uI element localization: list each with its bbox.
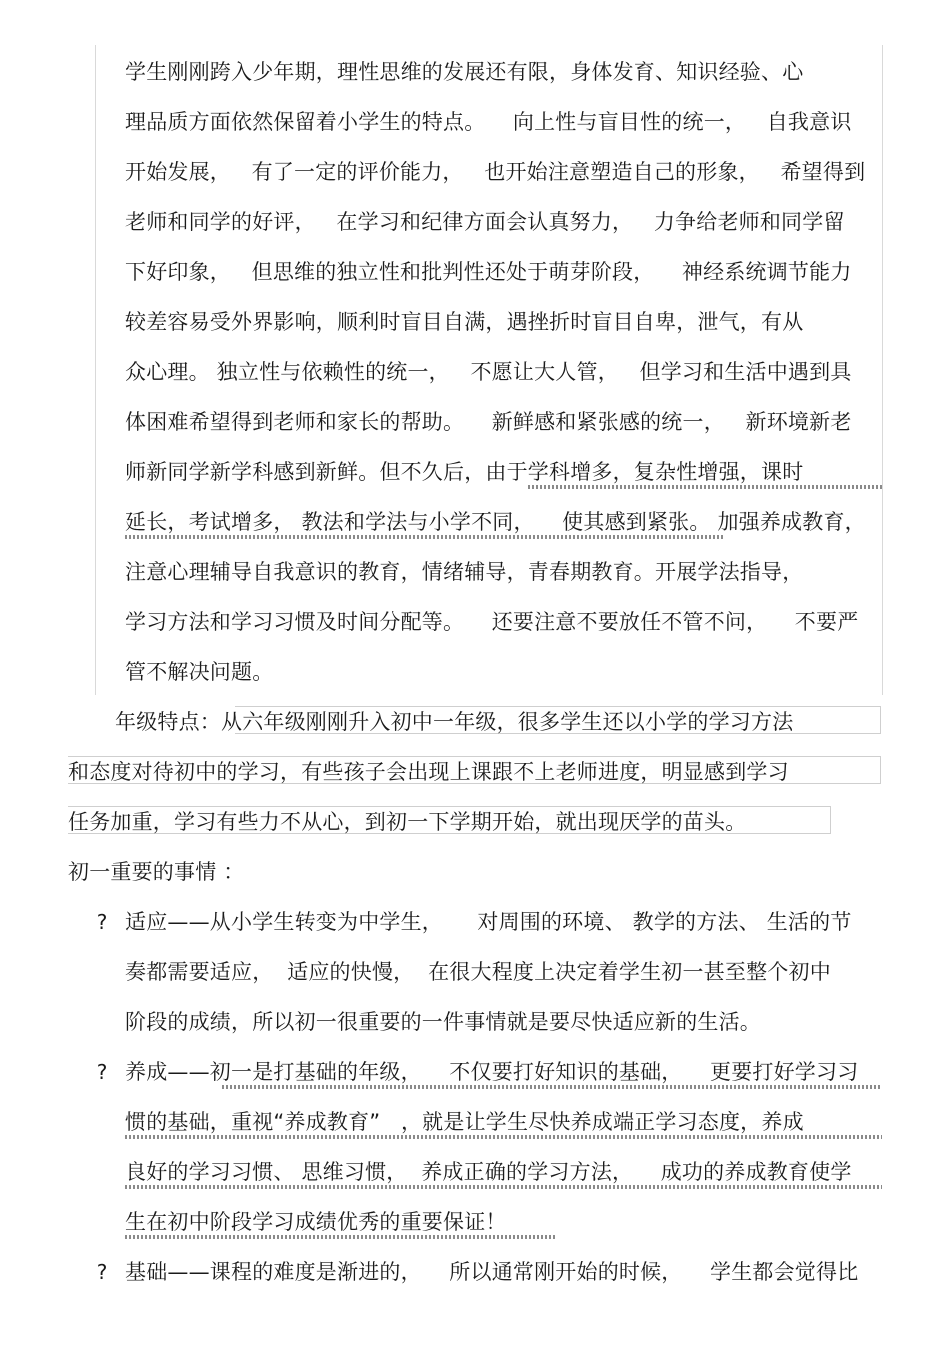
text-line: 基础——课程的难度是渐进的， 所以通常刚开始的时候， 学生都会觉得比 [125,1260,859,1284]
text-line: 较差容易受外界影响，顺利时盲目自满，遇挫折时盲目自卑，泄气，有从 [125,310,804,334]
text-line: 管不解决问题。 [125,660,274,684]
bullet-mark: ? [96,1260,108,1284]
text-line: 年级特点：从六年级刚刚升入初中一年级，很多学生还以小学的学习方法 [115,710,794,734]
wavy-underline [125,1135,882,1139]
text-line: 老师和同学的好评， 在学习和纪律方面会认真努力， 力争给老师和同学留 [125,210,845,234]
block-frame-left [95,45,96,695]
text-line: 适应——从小学生转变为中学生， 对周围的环境、 教学的方法、 生活的节 [125,910,852,934]
bullet-mark: ? [96,910,108,934]
wavy-underline [125,535,725,539]
wavy-underline [125,1235,555,1239]
text-line: 师新同学新学科感到新鲜。但不久后，由于学科增多，复杂性增强，课时 [125,460,804,484]
text-line: 养成——初一是打基础的年级， 不仅要打好知识的基础， 更要打好学习习 [125,1060,859,1084]
text-line: 体困难希望得到老师和家长的帮助。 新鲜感和紧张感的统一， 新环境新老 [125,410,852,434]
text-line: 延长，考试增多， 教法和学法与小学不同， 使其感到紧张。 加强养成教育， [125,510,866,534]
wavy-underline [222,1085,882,1089]
text-line: 学生刚刚跨入少年期，理性思维的发展还有限，身体发育、知识经验、心 [125,60,804,84]
bullet-mark: ? [96,1060,108,1084]
text-line: 和态度对待初中的学习，有些孩子会出现上课跟不上老师进度，明显感到学习 [68,760,789,784]
text-line: 任务加重，学习有些力不从心，到初一下学期开始，就出现厌学的苗头。 [68,810,747,834]
block-frame-right [882,45,883,695]
text-line: 阶段的成绩，所以初一很重要的一件事情就是要尽快适应新的生活。 [125,1010,761,1034]
text-line: 开始发展， 有了一定的评价能力， 也开始注意塑造自己的形象， 希望得到 [125,160,866,184]
wavy-underline [528,485,882,489]
text-line: 学习方法和学习习惯及时间分配等。 还要注意不要放任不管不问， 不要严 [125,610,859,634]
text-line: 奏都需要适应， 适应的快慢， 在很大程度上决定着学生初一甚至整个初中 [125,960,831,984]
text-line: 生在初中阶段学习成绩优秀的重要保证！ [125,1210,507,1234]
text-line: 下好印象， 但思维的独立性和批判性还处于萌芽阶段， 神经系统调节能力 [125,260,852,284]
text-line: 惯的基础，重视“养成教育” ，就是让学生尽快养成端正学习态度，养成 [125,1110,804,1134]
section-heading: 初一重要的事情 ： [68,860,245,884]
text-line: 众心理。 独立性与依赖性的统一， 不愿让大人管， 但学习和生活中遇到具 [125,360,852,384]
text-line: 理品质方面依然保留着小学生的特点。 向上性与盲目性的统一， 自我意识 [125,110,852,134]
text-line: 注意心理辅导自我意识的教育，情绪辅导，青春期教育。开展学法指导， [125,560,804,584]
text-line: 良好的学习习惯、 思维习惯， 养成正确的学习方法， 成功的养成教育使学 [125,1160,852,1184]
wavy-underline [125,1185,882,1189]
